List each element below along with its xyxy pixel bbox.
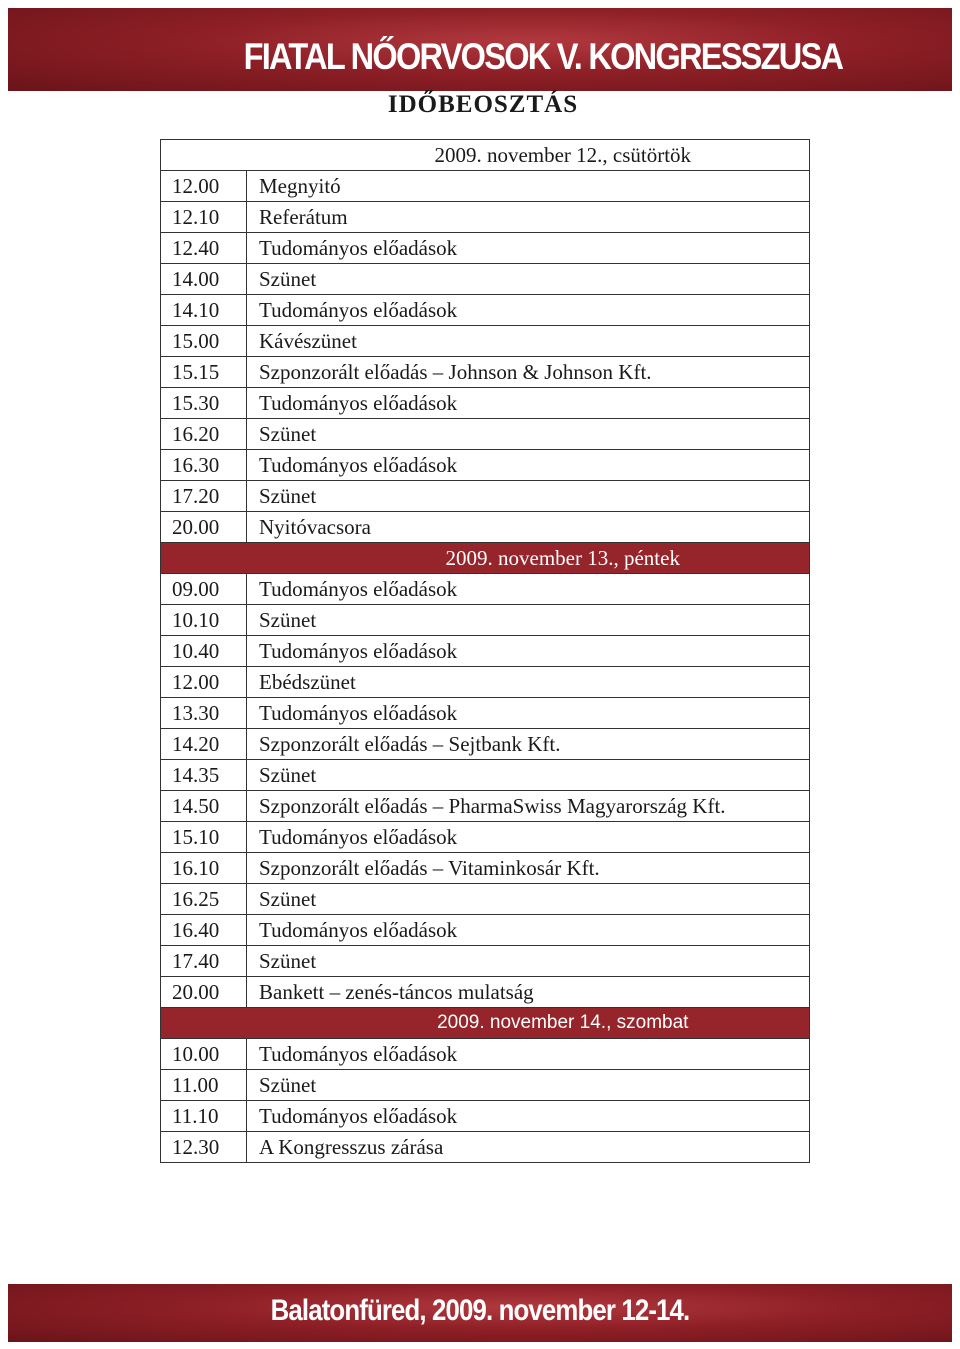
event-time: 20.00 — [161, 977, 247, 1008]
schedule-row — [161, 357, 810, 388]
event-name: Kávészünet — [247, 326, 810, 357]
event-name: Szünet — [247, 946, 810, 977]
schedule-row — [161, 295, 810, 326]
event-time: 16.25 — [161, 884, 247, 915]
event-name: Tudományos előadások — [247, 388, 810, 419]
event-time: 11.10 — [161, 1101, 247, 1132]
event-name: Megnyitó — [247, 171, 810, 202]
schedule-row — [161, 698, 810, 729]
schedule-row — [161, 481, 810, 512]
schedule-row — [161, 202, 810, 233]
event-time: 15.30 — [161, 388, 247, 419]
day-date: 2009. november 14., szombat — [247, 1008, 810, 1039]
schedule-row — [161, 1132, 810, 1163]
schedule-row — [161, 419, 810, 450]
day-header-row — [161, 543, 810, 574]
schedule-row — [161, 822, 810, 853]
event-time: 15.00 — [161, 326, 247, 357]
event-name: Szünet — [247, 419, 810, 450]
event-name: Bankett – zenés-táncos mulatság — [247, 977, 810, 1008]
event-name: Tudományos előadások — [247, 574, 810, 605]
event-time: 14.00 — [161, 264, 247, 295]
event-name: Nyitóvacsora — [247, 512, 810, 543]
event-time: 15.10 — [161, 822, 247, 853]
schedule-row — [161, 1101, 810, 1132]
event-time: 10.10 — [161, 605, 247, 636]
day-header-row — [161, 1008, 810, 1039]
event-time: 13.30 — [161, 698, 247, 729]
page-heading: IDŐBEOSZTÁS — [387, 91, 579, 118]
event-time: 14.10 — [161, 295, 247, 326]
day-header-spacer — [161, 543, 247, 574]
schedule-row — [161, 171, 810, 202]
header-banner — [8, 8, 952, 91]
schedule-row — [161, 1070, 810, 1101]
schedule-row — [161, 264, 810, 295]
schedule-row — [161, 605, 810, 636]
event-name: Szponzorált előadás – Vitaminkosár Kft. — [247, 853, 810, 884]
event-name: Tudományos előadások — [247, 822, 810, 853]
event-time: 16.40 — [161, 915, 247, 946]
event-name: Szünet — [247, 264, 810, 295]
event-time: 12.40 — [161, 233, 247, 264]
schedule-row — [161, 574, 810, 605]
event-name: A Kongresszus zárása — [247, 1132, 810, 1163]
day-header-row — [161, 140, 810, 171]
event-time: 16.10 — [161, 853, 247, 884]
event-name: Tudományos előadások — [247, 295, 810, 326]
event-time: 16.20 — [161, 419, 247, 450]
schedule-row — [161, 233, 810, 264]
footer-banner — [8, 1284, 952, 1342]
event-time: 10.40 — [161, 636, 247, 667]
event-name: Referátum — [247, 202, 810, 233]
event-name: Tudományos előadások — [247, 233, 810, 264]
event-time: 15.15 — [161, 357, 247, 388]
day-header-spacer — [161, 1008, 247, 1039]
schedule-table — [160, 139, 810, 1163]
event-time: 16.30 — [161, 450, 247, 481]
event-time: 11.00 — [161, 1070, 247, 1101]
event-time: 14.50 — [161, 791, 247, 822]
event-name: Szünet — [247, 884, 810, 915]
schedule-row — [161, 388, 810, 419]
footer-location-date: Balatonfüred, 2009. november 12-14. — [270, 1294, 690, 1327]
event-time: 12.00 — [161, 171, 247, 202]
day-date: 2009. november 12., csütörtök — [247, 140, 810, 171]
event-time: 12.00 — [161, 667, 247, 698]
schedule-row — [161, 915, 810, 946]
event-name: Szünet — [247, 481, 810, 512]
event-name: Szponzorált előadás – Sejtbank Kft. — [247, 729, 810, 760]
event-name: Szünet — [247, 1070, 810, 1101]
event-time: 17.40 — [161, 946, 247, 977]
event-name: Szponzorált előadás – PharmaSwiss Magyarország Kft. — [247, 791, 810, 822]
schedule-row — [161, 884, 810, 915]
event-time: 17.20 — [161, 481, 247, 512]
event-time: 09.00 — [161, 574, 247, 605]
event-name: Szünet — [247, 760, 810, 791]
schedule-row — [161, 636, 810, 667]
event-name: Tudományos előadások — [247, 915, 810, 946]
schedule-row — [161, 1039, 810, 1070]
event-time: 12.30 — [161, 1132, 247, 1163]
event-name: Szponzorált előadás – Johnson & Johnson Kft. — [247, 357, 810, 388]
day-date: 2009. november 13., péntek — [247, 543, 810, 574]
schedule-row — [161, 450, 810, 481]
schedule-row — [161, 512, 810, 543]
schedule-row — [161, 791, 810, 822]
event-name: Ebédszünet — [247, 667, 810, 698]
schedule-row — [161, 667, 810, 698]
event-time: 14.20 — [161, 729, 247, 760]
event-name: Tudományos előadások — [247, 1039, 810, 1070]
schedule-row — [161, 853, 810, 884]
event-name: Tudományos előadások — [247, 698, 810, 729]
event-name: Tudományos előadások — [247, 636, 810, 667]
congress-title: FIATAL NŐORVOSOK V. KONGRESSZUSA — [243, 36, 842, 77]
schedule-row — [161, 977, 810, 1008]
schedule-row — [161, 946, 810, 977]
event-time: 14.35 — [161, 760, 247, 791]
event-time: 10.00 — [161, 1039, 247, 1070]
event-name: Tudományos előadások — [247, 450, 810, 481]
event-time: 20.00 — [161, 512, 247, 543]
schedule-row — [161, 760, 810, 791]
day-header-spacer — [161, 140, 247, 171]
event-time: 12.10 — [161, 202, 247, 233]
schedule-row — [161, 326, 810, 357]
schedule-row — [161, 729, 810, 760]
event-name: Szünet — [247, 605, 810, 636]
event-name: Tudományos előadások — [247, 1101, 810, 1132]
